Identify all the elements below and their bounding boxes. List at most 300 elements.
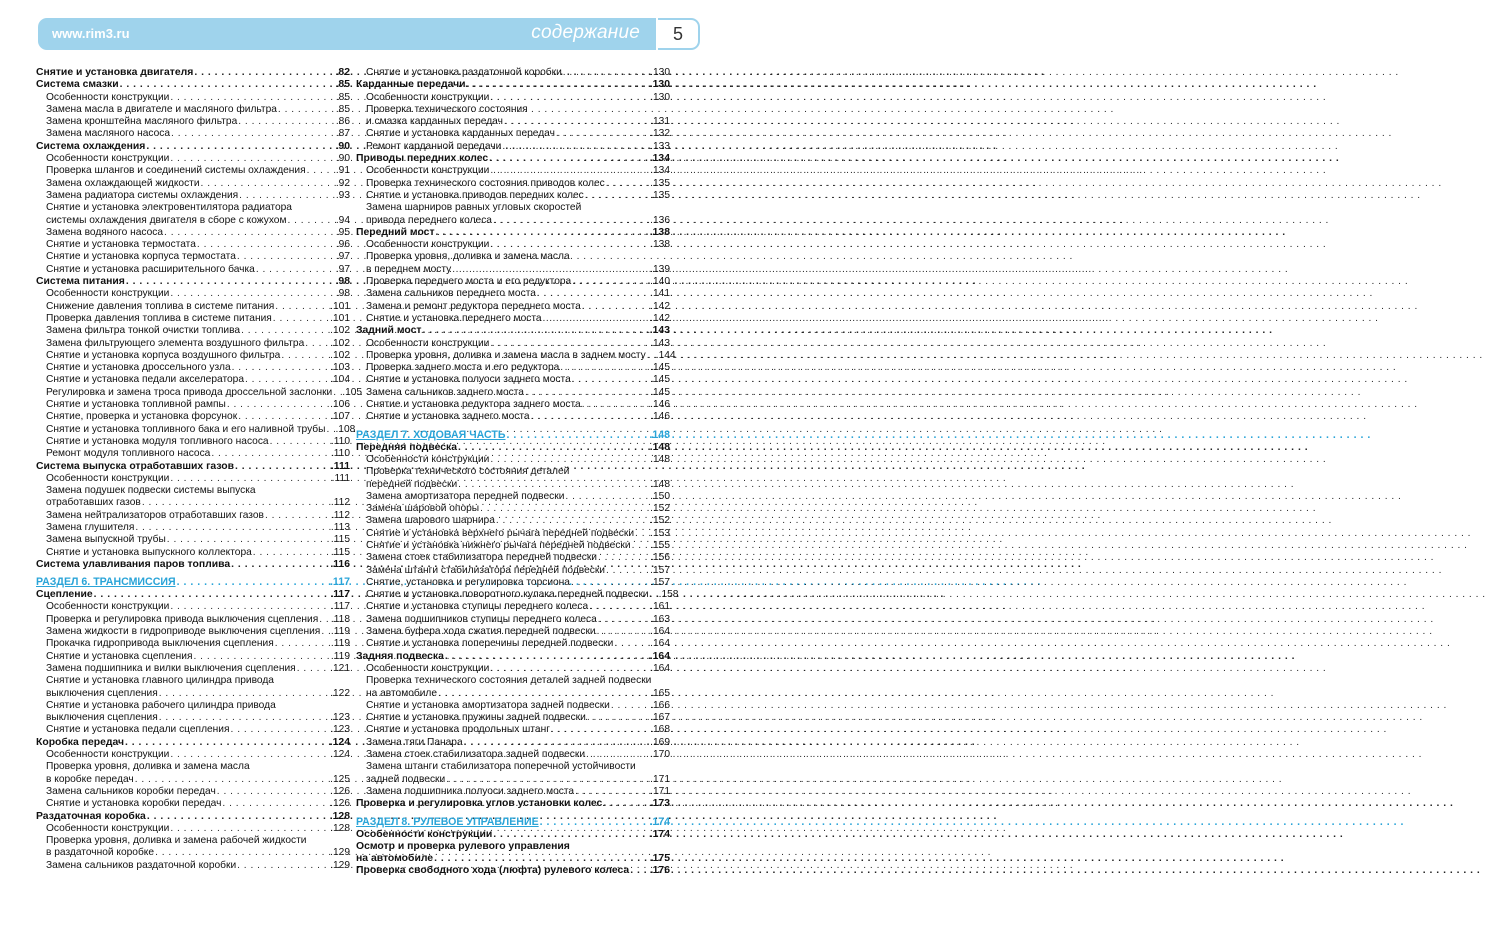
toc-section-heading[interactable] [356, 816, 670, 829]
toc-entry-title: Проверка шлангов и соединений системы охлаждения [46, 165, 306, 177]
toc-page-number: .175 [649, 853, 670, 865]
toc-page-number: .111 [331, 472, 350, 484]
toc-entry[interactable] [36, 712, 350, 724]
toc-entry-title: Снятие и установка продольных штанг [366, 724, 550, 736]
toc-entry[interactable] [36, 534, 350, 546]
toc-chapter[interactable] [36, 559, 350, 571]
toc-entry-continued[interactable] [36, 700, 350, 712]
toc-entry-continued[interactable] [36, 761, 350, 773]
toc-entry[interactable] [356, 128, 670, 140]
toc-page-number: .122 [330, 687, 350, 699]
toc-entry-continued[interactable] [36, 485, 350, 497]
toc-entry-title: Снятие и установка заднего моста [366, 411, 530, 423]
dot-leader [574, 786, 650, 798]
toc-entry-title: Особенности конструкции [366, 453, 490, 465]
toc-page-number: .145 [650, 374, 670, 386]
dot-leader [605, 178, 650, 190]
toc-page-number: .115 [330, 546, 350, 558]
toc-entry[interactable] [356, 626, 670, 638]
toc-entry[interactable] [356, 774, 670, 786]
toc-entry-title: Осмотр и проверка рулевого управления [356, 840, 570, 852]
toc-page-number: .164 [649, 650, 670, 662]
toc-page-number: .141 [650, 288, 670, 300]
toc-entry[interactable] [356, 215, 670, 227]
toc-entry-continued[interactable] [36, 675, 350, 687]
toc-page-number: .165 [650, 687, 670, 699]
toc-entry[interactable] [356, 67, 670, 79]
toc-entry-title: Замена шарового шарнира [366, 515, 495, 527]
toc-entry[interactable] [356, 724, 670, 736]
dot-leader [119, 79, 336, 91]
toc-entry-title: Особенности конструкции [46, 472, 170, 484]
toc-page-number: .143 [649, 325, 670, 337]
toc-entry-title: Снятие и установка коробки передач [46, 798, 222, 810]
toc-page-number: .169 [650, 736, 670, 748]
dot-leader [231, 362, 331, 374]
toc-page-number: .130 [649, 79, 670, 91]
toc-chapter[interactable] [36, 737, 350, 749]
dot-leader [244, 374, 330, 386]
toc-entry[interactable] [356, 301, 670, 313]
toc-entry[interactable] [356, 540, 670, 552]
toc-entry[interactable] [36, 448, 350, 460]
toc-page-number: .139 [650, 263, 670, 275]
toc-entry-title: выключения сцепления [46, 687, 158, 699]
toc-entry-title: Снятие и установка полуоси заднего моста [366, 374, 571, 386]
toc-column-right [356, 67, 679, 878]
toc-entry[interactable] [36, 374, 350, 386]
toc-page-number: .119 [330, 626, 350, 638]
toc-page-number: .118 [330, 613, 350, 625]
toc-entry-title: в переднем мосту [366, 263, 452, 275]
toc-entry[interactable] [356, 638, 670, 650]
dot-leader [169, 288, 336, 300]
dot-leader [489, 239, 650, 251]
toc-chapter[interactable] [36, 67, 350, 79]
toc-page-number: .158 [658, 589, 679, 601]
toc-entry[interactable] [36, 601, 350, 613]
toc-section-heading[interactable] [356, 429, 670, 442]
dot-leader [230, 559, 330, 571]
toc-entry-title: Проверка технического состояния деталей [366, 466, 570, 478]
toc-entry[interactable] [36, 688, 350, 700]
toc-entry[interactable] [356, 712, 670, 724]
toc-chapter[interactable] [36, 589, 350, 601]
dot-leader [169, 473, 331, 485]
toc-entry[interactable] [356, 589, 679, 601]
toc-entry-title: Замена глушителя [46, 521, 135, 533]
dot-leader [255, 264, 336, 276]
dot-leader [176, 576, 330, 589]
toc-page-number: .97 [335, 251, 350, 263]
dot-leader [433, 853, 650, 865]
toc-chapter[interactable] [356, 798, 670, 810]
toc-entry-title: Передний мост [356, 226, 435, 238]
toc-entry-title: Особенности конструкции [366, 239, 490, 251]
dot-leader [495, 515, 650, 527]
toc-entry[interactable] [356, 116, 670, 128]
toc-entry[interactable] [36, 165, 350, 177]
toc-entry-title: Приводы передних колес [356, 153, 489, 165]
toc-entry-title: РАЗДЕЛ 7. ХОДОВАЯ ЧАСТЬ [356, 428, 506, 441]
toc-page-number: .168 [650, 724, 670, 736]
toc-page-number: .130 [650, 67, 670, 78]
toc-entry[interactable] [356, 749, 670, 761]
toc-entry[interactable] [36, 547, 350, 559]
dot-leader [277, 104, 336, 116]
dot-leader [236, 251, 336, 263]
toc-page-number: .136 [650, 214, 670, 226]
page-number: 5 [658, 18, 700, 50]
toc-entry[interactable] [36, 411, 350, 423]
dot-leader [154, 847, 330, 859]
dot-leader [597, 614, 650, 626]
toc-entry-title: на автомобиле [356, 853, 434, 865]
header-bar [38, 18, 656, 50]
toc-entry[interactable] [36, 178, 350, 190]
toc-section-heading[interactable] [36, 576, 350, 589]
dot-leader [296, 663, 330, 675]
dot-leader [274, 301, 330, 313]
toc-entry-title: Проверка уровня, доливка и замена рабочей жидкости [46, 835, 307, 847]
toc-entry[interactable] [36, 423, 356, 436]
toc-entry-title: Снятие и установка нижнего рычага передней подвески [366, 539, 631, 551]
toc-page-number: .150 [650, 490, 670, 502]
toc-entry-continued[interactable] [356, 466, 670, 478]
toc-entry[interactable] [36, 325, 350, 337]
toc-page-number: .176 [649, 865, 670, 877]
dot-leader [559, 362, 650, 374]
toc-entry[interactable] [356, 503, 670, 515]
dot-leader [304, 338, 330, 350]
toc-entry-title: Снятие и установка электровентилятора радиатора [46, 202, 292, 214]
dot-leader [457, 442, 650, 454]
toc-entry[interactable] [36, 386, 363, 399]
toc-entry[interactable] [356, 737, 670, 749]
toc-entry-title: Замена буфера хода сжатия передней подвески [366, 626, 596, 638]
toc-entry[interactable] [356, 454, 670, 466]
toc-entry-title: Особенности конструкции [46, 153, 170, 165]
toc-entry-title: Система улавливания паров топлива [36, 558, 231, 570]
dot-leader [489, 92, 650, 104]
toc-entry-title: задней подвески [366, 773, 446, 785]
dot-leader [506, 429, 650, 442]
toc-chapter[interactable] [356, 829, 670, 841]
toc-entry[interactable] [356, 288, 670, 300]
toc-entry-title: Карданные передачи [356, 79, 466, 91]
toc-entry[interactable] [356, 411, 670, 423]
toc-entry[interactable] [356, 141, 670, 153]
toc-chapter[interactable] [36, 276, 350, 288]
toc-entry-title: Замена фильтра тонкой очистки топлива [46, 325, 241, 337]
toc-entry[interactable] [36, 313, 350, 325]
toc-page-number: .152 [650, 515, 670, 527]
dot-leader [649, 589, 659, 601]
toc-chapter[interactable] [356, 79, 670, 91]
dot-leader [602, 798, 649, 810]
toc-entry[interactable] [36, 251, 350, 263]
toc-page-number: .166 [650, 699, 670, 711]
toc-entry-title: Снижение давления топлива в системе питания [46, 300, 275, 312]
toc-entry-continued[interactable] [36, 835, 350, 847]
toc-page-number: .94 [335, 214, 350, 226]
toc-page-number: .121 [330, 662, 350, 674]
toc-entry[interactable] [356, 165, 670, 177]
toc-entry[interactable] [36, 227, 350, 239]
toc-entry[interactable] [356, 491, 670, 503]
toc-entry-title: Замена стоек стабилизатора передней подвески [366, 552, 597, 564]
dot-leader [451, 264, 650, 276]
toc-entry[interactable] [36, 663, 350, 675]
toc-entry[interactable] [36, 651, 350, 663]
dot-leader [489, 454, 650, 466]
toc-chapter[interactable] [356, 651, 670, 663]
toc-entry-continued[interactable] [36, 202, 350, 214]
toc-entry-title: Снятие и установка раздаточной коробки [366, 67, 562, 78]
toc-chapter[interactable] [356, 442, 670, 454]
toc-page-number: .106 [330, 399, 350, 411]
toc-entry[interactable] [36, 338, 350, 350]
toc-entry-title: Особенности конструкции [366, 165, 490, 177]
toc-entry[interactable] [356, 528, 670, 540]
toc-entry[interactable] [36, 798, 350, 810]
toc-entry[interactable] [36, 823, 350, 835]
toc-entry[interactable] [356, 700, 670, 712]
toc-page-number: .138 [649, 226, 670, 238]
toc-entry-title: и смазка карданных передач [366, 116, 503, 128]
toc-page-number: .171 [650, 785, 670, 797]
toc-chapter[interactable] [356, 153, 670, 165]
toc-entry[interactable] [36, 847, 350, 859]
toc-page-number: .107 [330, 411, 350, 423]
toc-entry[interactable] [356, 387, 670, 399]
toc-chapter[interactable] [356, 853, 670, 865]
dot-leader [134, 522, 331, 534]
dot-leader [169, 823, 330, 835]
toc-page-number: .97 [335, 263, 350, 275]
toc-chapter[interactable] [356, 325, 670, 337]
toc-entry-title: Проверка уровня, доливка и замена масла в заднем мосту [366, 349, 646, 361]
toc-entry[interactable] [356, 565, 670, 577]
toc-entry-continued[interactable] [356, 675, 670, 687]
dot-leader [240, 325, 330, 337]
toc-entry-continued[interactable] [356, 104, 670, 116]
toc-entry-title: Система смазки [36, 79, 119, 91]
toc-chapter[interactable] [356, 227, 670, 239]
toc-entry-title: Замена выпускной трубы [46, 534, 166, 546]
toc-entry[interactable] [356, 663, 670, 675]
dot-leader [555, 128, 650, 140]
toc-chapter[interactable] [36, 811, 350, 823]
dot-leader [581, 301, 650, 313]
toc-page-number: .82 [335, 67, 350, 78]
toc-entry[interactable] [36, 399, 350, 411]
toc-chapter[interactable] [36, 461, 350, 473]
dot-leader [605, 565, 650, 577]
toc-page-number: .115 [330, 534, 350, 546]
toc-entry[interactable] [356, 399, 670, 411]
dot-leader [492, 829, 650, 841]
toc-page-number: .145 [650, 386, 670, 398]
toc-entry-title: Снятие и установка двигателя [36, 67, 194, 78]
toc-entry-title: Снятие и установка поворотного кулака передней подвески [366, 589, 649, 601]
toc-entry[interactable] [36, 128, 350, 140]
toc-entry[interactable] [356, 190, 670, 202]
toc-entry-continued[interactable] [356, 761, 670, 773]
toc-page-number: .117 [330, 601, 350, 613]
toc-entry[interactable] [36, 724, 350, 736]
toc-entry[interactable] [36, 522, 350, 534]
toc-entry-title: Снятие и установка термостата [46, 239, 196, 251]
dot-leader [237, 116, 336, 128]
toc-entry[interactable] [356, 479, 670, 491]
dot-leader [169, 92, 336, 104]
toc-entry[interactable] [356, 239, 670, 251]
toc-entry[interactable] [36, 362, 350, 374]
toc-entry-title: Снятие и установка амортизатора задней подвески [366, 699, 610, 711]
toc-entry[interactable] [36, 436, 350, 448]
toc-chapter[interactable] [356, 865, 670, 877]
toc-entry[interactable] [356, 276, 670, 288]
toc-entry-title: Система питания [36, 276, 125, 288]
toc-page-number: .92 [335, 177, 350, 189]
toc-entry[interactable] [36, 215, 350, 227]
toc-chapter[interactable] [36, 141, 350, 153]
dot-leader [146, 811, 330, 823]
toc-entry[interactable] [36, 497, 350, 509]
toc-entry[interactable] [356, 92, 670, 104]
toc-page-number: .101 [330, 300, 350, 312]
toc-entry-title: Снятие и установка топливной рампы [46, 399, 226, 411]
toc-entry[interactable] [36, 288, 350, 300]
toc-chapter-continued[interactable] [356, 841, 670, 853]
toc-page-number: .173 [649, 798, 670, 810]
toc-entry[interactable] [356, 515, 670, 527]
toc-entry-title: системы охлаждения двигателя в сборе с кожухом [46, 214, 287, 226]
dot-leader [588, 601, 650, 613]
toc-entry-title: Снятие и установка топливного бака и его наливной трубы [46, 423, 326, 435]
toc-entry-title: РАЗДЕЛ 6. ТРАНСМИССИЯ [36, 576, 176, 589]
toc-page-number: .167 [650, 712, 670, 724]
toc-entry[interactable] [356, 688, 670, 700]
dot-leader [536, 288, 650, 300]
dot-leader [597, 552, 650, 564]
toc-page-number: .126 [330, 798, 350, 810]
toc-entry[interactable] [356, 313, 670, 325]
toc-entry-title: Замена шаровой опоры [366, 503, 480, 515]
toc-entry[interactable] [36, 774, 350, 786]
toc-entry[interactable] [36, 301, 350, 313]
toc-entry-continued[interactable] [356, 251, 670, 263]
dot-leader [437, 688, 650, 700]
toc-entry[interactable] [36, 350, 350, 362]
toc-entry[interactable] [36, 860, 350, 872]
site-url[interactable]: www.rim3.ru [52, 26, 130, 41]
dot-leader [571, 276, 650, 288]
toc-entry-title: Задняя подвеска [356, 650, 444, 662]
toc-entry-title: Проверка переднего моста и его редуктора [366, 276, 572, 288]
toc-entry-title: Особенности конструкции [366, 662, 490, 674]
dot-leader [230, 724, 331, 736]
dot-leader [564, 491, 650, 503]
dot-leader [320, 626, 331, 638]
toc-entry[interactable] [356, 338, 670, 350]
toc-page-number: .146 [650, 399, 670, 411]
toc-entry[interactable] [356, 178, 670, 190]
toc-entry-title: Замена фильтрующего элемента воздушного фильтра [46, 337, 305, 349]
toc-entry-title: Замена подшипника и вилки выключения сцепления [46, 662, 296, 674]
toc-page-number: .148 [650, 453, 670, 465]
toc-entry[interactable] [36, 153, 350, 165]
toc-entry[interactable] [356, 349, 676, 362]
toc-entry-title: Проверка технического состояния деталей задней подвески [366, 675, 652, 687]
toc-page-number: .112 [330, 509, 350, 521]
toc-entry-title: выключения сцепления [46, 712, 158, 724]
toc-page-number: .130 [650, 91, 670, 103]
toc-entry[interactable] [36, 239, 350, 251]
toc-entry[interactable] [36, 116, 350, 128]
toc-entry[interactable] [356, 362, 670, 374]
toc-entry-title: Замена штанги стабилизатора поперечной устойчивости [366, 761, 636, 773]
toc-entry[interactable] [36, 626, 350, 638]
toc-page-number: .102 [330, 325, 350, 337]
toc-page-number: .124 [330, 749, 350, 761]
toc-entry[interactable] [356, 264, 670, 276]
toc-entry[interactable] [356, 577, 670, 589]
toc-entry[interactable] [36, 510, 350, 522]
toc-entry[interactable] [36, 786, 350, 798]
toc-entry[interactable] [36, 264, 350, 276]
dot-leader [581, 399, 650, 411]
dot-leader [264, 510, 331, 522]
toc-entry[interactable] [36, 749, 350, 761]
toc-entry-title: Снятие и установка сцепления [46, 650, 193, 662]
toc-page-number: .123 [330, 724, 350, 736]
toc-entry[interactable] [36, 190, 350, 202]
dot-leader [489, 663, 650, 675]
toc-page-number: .143 [650, 337, 670, 349]
toc-entry[interactable] [36, 614, 350, 626]
toc-entry[interactable] [356, 601, 670, 613]
toc-entry[interactable] [356, 614, 670, 626]
dot-leader [269, 436, 331, 448]
toc-entry-title: Особенности конструкции [366, 91, 490, 103]
toc-entry[interactable] [356, 552, 670, 564]
toc-entry[interactable] [36, 473, 350, 485]
dot-leader [503, 116, 650, 128]
toc-entry[interactable] [36, 92, 350, 104]
toc-page-number: .85 [335, 103, 350, 115]
toc-entry-title: Замена сальников переднего моста [366, 288, 536, 300]
toc-entry-title: Снятие и установка педали акселератора [46, 374, 245, 386]
toc-entry[interactable] [356, 786, 670, 798]
toc-entry-title: Особенности конструкции [46, 91, 170, 103]
dot-leader [488, 153, 650, 165]
dot-leader [444, 651, 650, 663]
toc-chapter[interactable] [36, 79, 350, 91]
toc-entry[interactable] [36, 638, 350, 650]
dot-leader [280, 350, 330, 362]
toc-entry-title: Замена подшипника полуоси заднего моста [366, 785, 575, 797]
toc-page-number: .170 [650, 749, 670, 761]
toc-entry-title: Замена и ремонт редуктора переднего моста [366, 300, 581, 312]
toc-entry[interactable] [36, 104, 350, 116]
toc-entry[interactable] [356, 374, 670, 386]
toc-entry-title: РАЗДЕЛ 8. РУЛЕВОЕ УПРАВЛЕНИЕ [356, 815, 539, 828]
toc-entry-continued[interactable] [356, 202, 670, 214]
toc-page-number: .91 [335, 165, 350, 177]
toc-page-number: .124 [329, 736, 350, 748]
